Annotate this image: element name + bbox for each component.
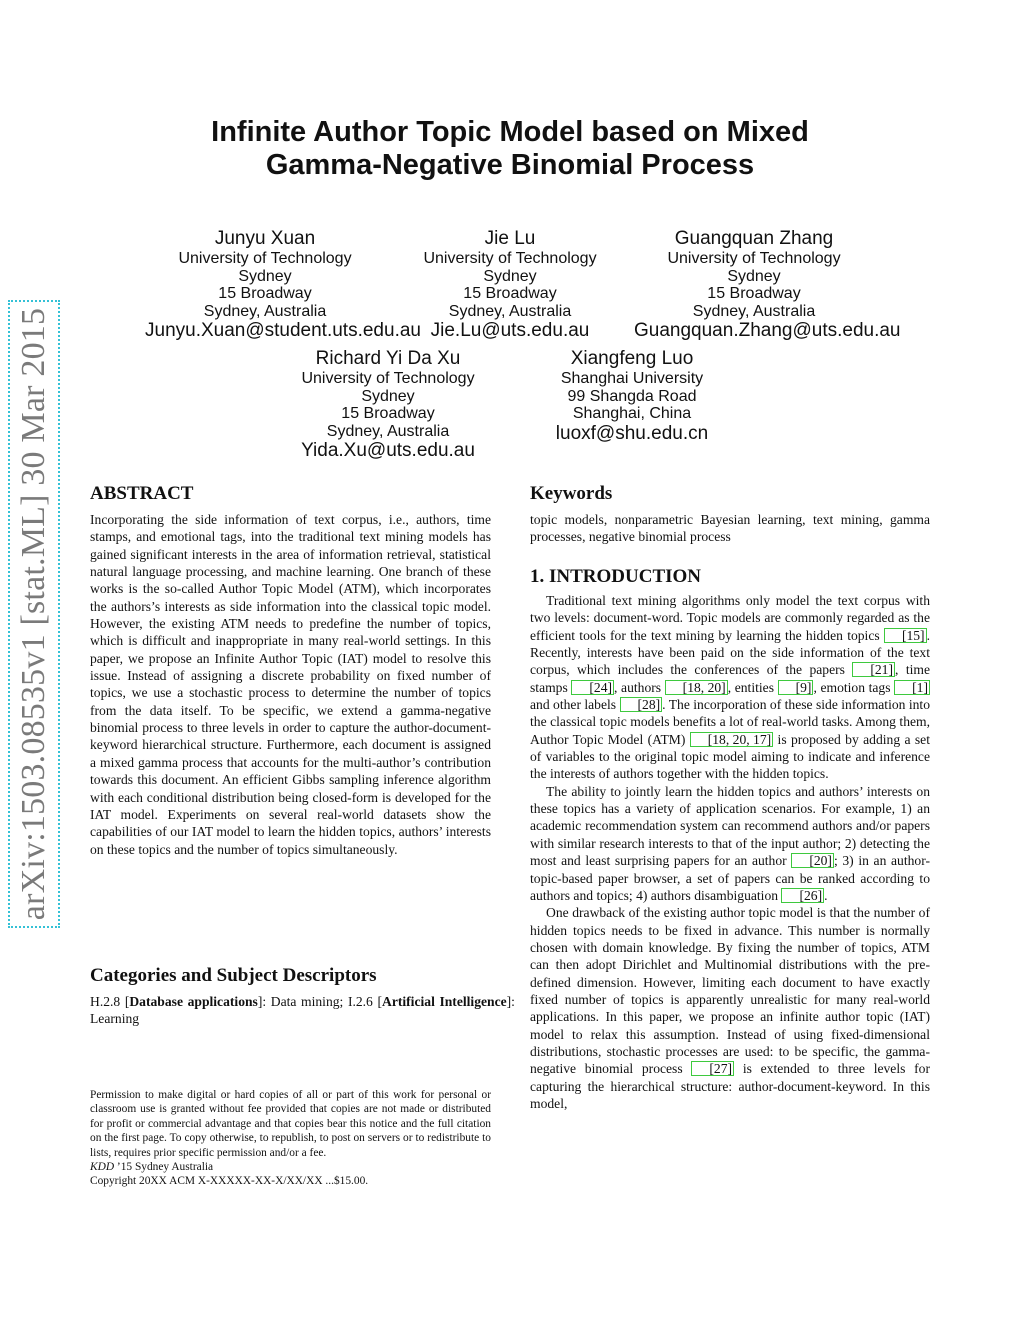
author-name: Richard Yi Da Xu xyxy=(315,348,461,369)
author-block-2 xyxy=(390,228,630,342)
author-email[interactable]: Jie.Lu@uts.edu.au xyxy=(430,320,590,341)
category-mid: ]: Data mining; I.2.6 [ xyxy=(257,994,382,1009)
author-affiliation-city: Sydney xyxy=(483,267,537,285)
abstract-text: Incorporating the side information of text corpus, i.e., authors, time stamps, and emotional tags, into the traditional text mining models has gained significant interests in the area of information retrieval, statistical natural language processing, and machine learning. One branch of these works is the so-called Author Topic Model (ATM), which incorporates the authors’s interests as side information into the classical topic model. However, the existing ATM needs to predefine the number of topics, which is difficult and inappropriate in many real-world settings. In this paper, we propose an Infinite Author Topic (IAT) model to resolve this issue. Instead of assigning a discrete probability on fixed number of topics, we use a stochastic process to determine the number of topics from the data itself. To be specific, we extend a gamma-negative binomial process to three levels in order to capture the author-document-keyword hierarchical structure. Furthermore, each document is assigned a mixed gamma process that accounts for the multi-author’s contribution towards this document. An efficient Gibbs sampling inference algorithm with each conditional distribution being closed-form is developed for the IAT model. Experiments on several real-world datasets show the capabilities of our IAT model to learn the hidden topics, authors’ interests on these topics and the number of topics simultaneously. xyxy=(90,512,491,857)
text-run: , emotion tags xyxy=(813,679,895,695)
venue-name: KDD xyxy=(90,1161,115,1174)
citation-link[interactable]: [20] xyxy=(791,853,834,868)
author-email[interactable]: Junyu.Xuan@student.uts.edu.au xyxy=(145,320,421,341)
text-run: . Recently, interests have been paid on the side information of the text corpus, which includes the conferences of the papers xyxy=(530,627,930,678)
title-line-1: Infinite Author Topic Model based on Mixed xyxy=(211,116,809,148)
keywords-heading: Keywords xyxy=(530,483,613,504)
author-block-5 xyxy=(512,348,752,445)
text-run: . xyxy=(824,887,828,903)
author-affiliation-city: Sydney xyxy=(238,267,292,285)
categories-heading: Categories and Subject Descriptors xyxy=(90,965,377,986)
text-run: The ability to jointly learn the hidden topics and authors’ interests on these topics has a variety of application scenarios. For example, 1) an academic recommendation system can recommend authors and/or papers with similar research interests to that of the input author; 2) detecting the most and least surprising papers for an author xyxy=(530,783,930,869)
copyright-line: Copyright 20XX ACM X-XXXXX-XX-X/XX/XX ...$15.00. xyxy=(90,1175,369,1188)
text-run: ; 3) in an author-topic-based paper browser, a set of papers can be ranked according to authors and topics; 4) authors disambiguation xyxy=(530,853,930,903)
text-run: , entities xyxy=(727,679,778,695)
title-line-2: Gamma-Negative Binomial Process xyxy=(265,149,755,181)
categories-text xyxy=(90,993,515,1028)
citation-link[interactable]: [9] xyxy=(778,680,814,695)
author-name: Xiangfeng Luo xyxy=(570,348,694,369)
author-name: Jie Lu xyxy=(484,228,536,249)
author-affiliation-city: Sydney xyxy=(727,267,781,285)
citation-link[interactable]: [28] xyxy=(620,697,663,712)
author-email[interactable]: Yida.Xu@uts.edu.au xyxy=(301,440,475,461)
author-city: Shanghai, China xyxy=(572,405,692,422)
citation-link[interactable]: [15] xyxy=(884,628,927,643)
author-address: 15 Broadway xyxy=(463,285,557,302)
citation-link[interactable]: [24] xyxy=(571,680,614,695)
permission-text: Permission to make digital or hard copies of all or part of this work for personal or classroom use is granted without fee provided that copies are not made or distributed for profit or commercial advantage and that copies bear this notice and the full citation on the first page. To copy otherwise, to republish, to post on servers or to redistribute to lists, requires prior specific permission and/or a fee. xyxy=(90,1089,491,1159)
arxiv-side-label: arXiv:1503.08535v1 [stat.ML] 30 Mar 2015 xyxy=(15,307,52,921)
text-run: , authors xyxy=(614,679,665,695)
author-affiliation: University of Technology xyxy=(301,370,475,387)
author-email[interactable]: luoxf@shu.edu.cn xyxy=(555,422,709,444)
author-address: 15 Broadway xyxy=(218,285,312,302)
author-name: Guangquan Zhang xyxy=(674,228,834,249)
keywords-text: topic models, nonparametric Bayesian learning, text mining, gamma processes, negative binomial process xyxy=(530,512,930,545)
author-city: Sydney, Australia xyxy=(692,302,816,320)
intro-paragraph-2 xyxy=(530,783,930,904)
text-run: , time stamps xyxy=(530,662,930,695)
citation-link[interactable]: [1] xyxy=(894,680,930,695)
author-block-3 xyxy=(634,228,901,342)
abstract-heading: ABSTRACT xyxy=(90,483,194,504)
author-name: Junyu Xuan xyxy=(214,228,316,249)
permission-notice xyxy=(90,1088,491,1189)
text-run: Traditional text mining algorithms only model the text corpus with two levels: document-word. Topic models are commonly regarded as the efficient tools for the text mining by learning the hidden topics xyxy=(530,593,930,643)
category-database: Database applications xyxy=(129,994,258,1009)
author-city: Sydney, Australia xyxy=(203,302,327,320)
author-address: 15 Broadway xyxy=(707,285,801,302)
author-city: Sydney, Australia xyxy=(326,422,450,440)
author-email[interactable]: Guangquan.Zhang@uts.edu.au xyxy=(634,320,901,341)
citation-link[interactable]: [26] xyxy=(781,888,824,903)
category-ai: Artificial Intelligence xyxy=(382,994,507,1009)
author-address: 99 Shangda Road xyxy=(567,387,697,405)
citation-link[interactable]: [18, 20, 17] xyxy=(690,732,773,747)
text-run: is proposed by adding a set of variables to the original topic model aiming to indicate and inference the interests of authors together with the hidden topics. xyxy=(530,731,930,782)
author-affiliation: University of Technology xyxy=(178,250,352,267)
intro-paragraph-3 xyxy=(530,904,930,1112)
author-affiliation: Shanghai University xyxy=(560,370,704,387)
text-run: . The incorporation of these side information into the classical topic models benefits a lot of real-world tasks. Among them, Author Topic Model (ATM) xyxy=(530,697,930,747)
author-block-4 xyxy=(268,348,508,462)
citation-link[interactable]: [18, 20] xyxy=(665,680,728,695)
author-block-1 xyxy=(145,228,421,342)
text-run: and other labels xyxy=(530,697,620,713)
paper-title xyxy=(160,116,860,182)
citation-link[interactable]: [27] xyxy=(691,1061,734,1076)
author-affiliation: University of Technology xyxy=(667,250,841,267)
text-run: One drawback of the existing author topic model is that the number of hidden topics needs to be fixed in advance. This number is normally chosen with domain knowledge. By fixing the number of topics, ATM can then adopt Dirichlet and Multinomial distributions with the pre-defined dimension. However, limiting each document to have exactly fixed number of topics is apparently unrealistic for many real-world applications. In this paper, we propose an infinite author topic (IAT) model to relax this assumption. Instead of using fixed-dimensional distributions, stochastic processes are used: to be specific, the gamma-negative binomial process xyxy=(530,905,930,1077)
author-city: Sydney, Australia xyxy=(448,302,572,320)
text-run: is extended to three levels for capturing the hierarchical structure: author-document-keyword. In this model, xyxy=(530,1061,930,1111)
citation-link[interactable]: [21] xyxy=(852,662,895,677)
category-end: ]: Learning xyxy=(90,994,515,1027)
author-affiliation: University of Technology xyxy=(423,250,597,267)
category-code: H.2.8 [ xyxy=(90,994,130,1009)
author-address: 15 Broadway xyxy=(341,405,435,422)
introduction-body xyxy=(530,592,930,1112)
introduction-heading: 1. INTRODUCTION xyxy=(530,566,702,587)
author-affiliation-city: Sydney xyxy=(361,387,415,405)
venue-detail: ’15 Sydney Australia xyxy=(114,1161,214,1174)
intro-paragraph-1 xyxy=(530,592,930,783)
